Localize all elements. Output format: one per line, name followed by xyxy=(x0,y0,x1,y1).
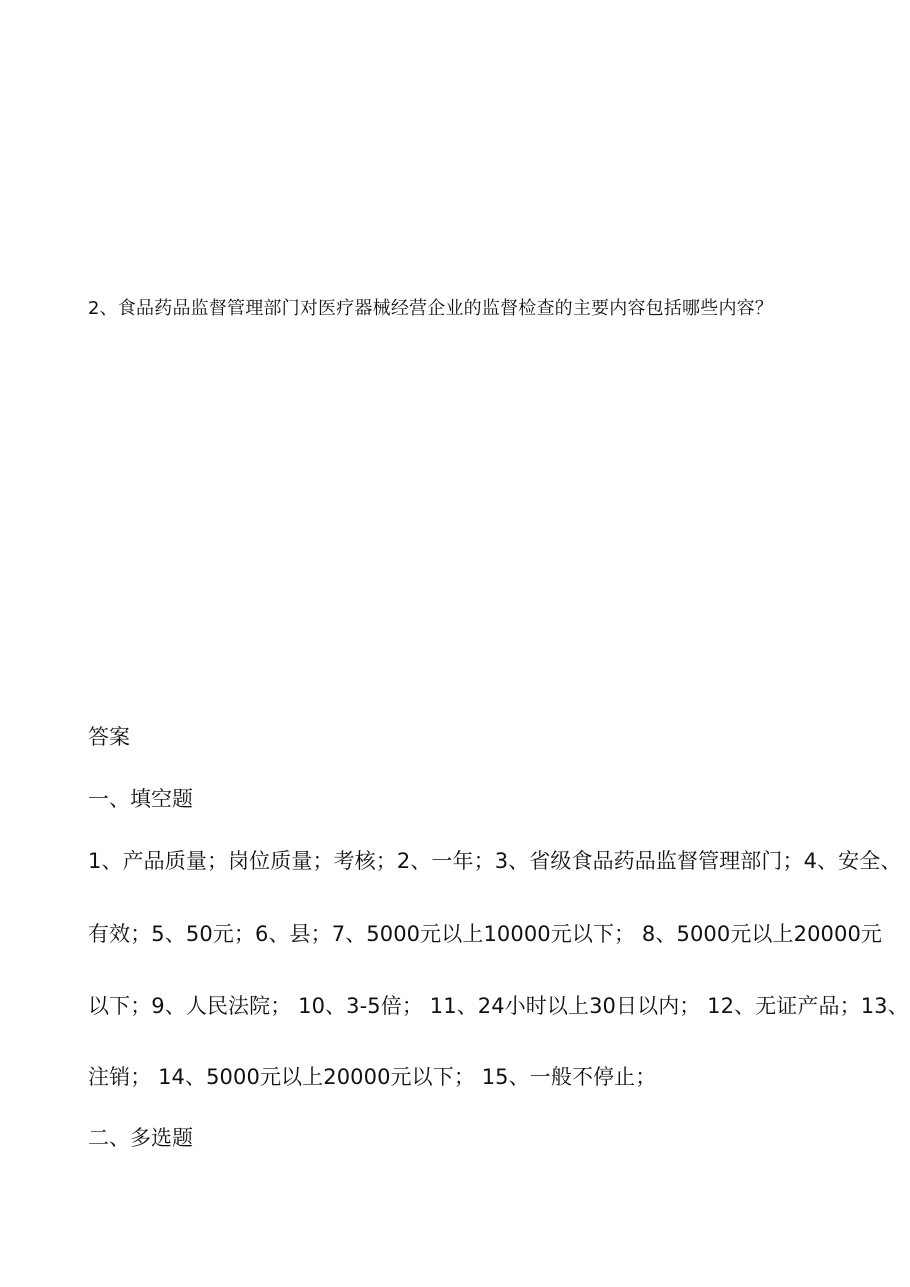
fill-in-blank-answer-line: 1、产品质量；岗位质量；考核；2、一年；3、省级食品药品监督管理部门；4、安全、 xyxy=(88,849,902,873)
fill-in-blank-answer-line: 以下；9、人民法院； 10、3-5倍； 11、24小时以上30日以内； 12、无证产品；13、 xyxy=(88,994,909,1018)
question-2-text: 2、食品药品监督管理部门对医疗器械经营企业的监督检查的主要内容包括哪些内容？ xyxy=(88,298,774,319)
multiple-choice-section-heading: 二、多选题 xyxy=(88,1126,193,1150)
fill-in-blank-answer-line: 注销； 14、5000元以上20000元以下； 15、一般不停止； xyxy=(88,1065,657,1089)
answer-heading: 答案 xyxy=(88,725,130,749)
fill-in-blank-answer-line: 有效；5、50元；6、县；7、5000元以上10000元以下； 8、5000元以上20000元 xyxy=(88,922,883,946)
fill-in-blank-section-heading: 一、填空题 xyxy=(88,787,193,811)
